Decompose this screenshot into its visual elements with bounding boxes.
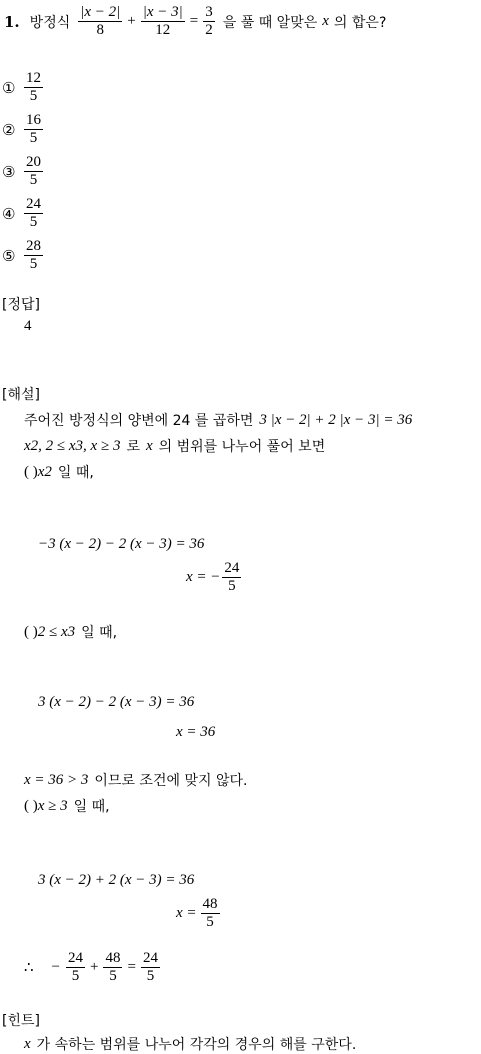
case-condition: 2 ≤ x3: [37, 623, 76, 640]
choice-mark: ①: [2, 78, 16, 97]
question-fraction-1: [78, 4, 122, 39]
fraction-numerator: 48: [202, 896, 218, 912]
answer-value: 4: [24, 318, 32, 334]
hint-variable: x: [24, 1035, 31, 1052]
fraction-numerator: 24: [68, 950, 84, 966]
fraction-numerator: |x − 2|: [80, 4, 121, 20]
note-math: x = 36 > 3: [24, 771, 89, 788]
choice-item[interactable]: [2, 196, 45, 231]
choice-fraction: [24, 238, 43, 273]
choice-fraction: [24, 196, 43, 231]
choice-mark: ⑤: [2, 246, 16, 265]
solution-text: 로: [126, 439, 140, 455]
choice-fraction: [24, 112, 43, 147]
case-condition: x ≥ 3: [37, 797, 68, 814]
fraction-numerator: 24: [26, 196, 41, 212]
case-marker: ( ): [24, 623, 38, 640]
case-marker: ( ): [24, 463, 38, 480]
question-line: [4, 4, 386, 39]
fraction-numerator: |x − 3|: [142, 4, 183, 20]
fraction-numerator: 3: [205, 4, 213, 20]
choice-mark: ④: [2, 204, 16, 223]
case-2-equation: 3 (x − 2) − 2 (x − 3) = 36: [38, 694, 195, 710]
fraction-denominator: 5: [228, 578, 236, 594]
hint-label: [힌트]: [2, 1013, 40, 1029]
fraction-denominator: 5: [29, 172, 38, 188]
fraction-denominator: 5: [29, 256, 38, 272]
fraction-numerator: 24: [142, 950, 158, 966]
final-fraction-3: [141, 950, 160, 985]
solution-text: 주어진 방정식의 양변에 24 를 곱하면: [24, 413, 254, 429]
fraction-numerator: 48: [105, 950, 121, 966]
case-3-heading: [24, 796, 110, 816]
fraction-denominator: 2: [205, 22, 213, 38]
result-fraction: [222, 560, 241, 595]
case-marker: ( ): [24, 797, 38, 814]
fraction-denominator: 5: [206, 914, 214, 930]
fraction-numerator: 20: [26, 154, 41, 170]
solution-line-1: [24, 410, 412, 430]
case-3-equation: 3 (x − 2) + 2 (x − 3) = 36: [38, 872, 195, 888]
solution-text: 의 범위를 나누어 풀어 보면: [158, 439, 326, 455]
question-fraction-2: [141, 4, 185, 39]
case-2-result: x = 36: [176, 724, 216, 740]
solution-label: [해설]: [2, 387, 40, 403]
choice-item[interactable]: [2, 238, 45, 273]
case-text: 일 때,: [73, 799, 110, 815]
fraction-denominator: 12: [155, 22, 171, 38]
case-1-result: [186, 560, 243, 595]
fraction-numerator: 24: [224, 560, 240, 576]
range-conditions: x2, 2 ≤ x3, x ≥ 3: [24, 437, 121, 454]
fraction-numerator: 12: [26, 70, 41, 86]
solution-line-2: [24, 436, 325, 456]
fraction-denominator: 5: [29, 214, 38, 230]
fraction-denominator: 5: [71, 968, 80, 984]
solution-equation: 3 |x − 2| + 2 |x − 3| = 36: [259, 411, 413, 428]
question-suffix: 을 풀 때 알맞은: [222, 14, 318, 31]
case-2-heading: [24, 622, 117, 642]
final-fraction-1: [66, 950, 85, 985]
result-fraction: [201, 896, 220, 931]
equals-sign: =: [127, 959, 136, 975]
question-number: 1.: [4, 12, 20, 31]
fraction-denominator: 5: [29, 130, 38, 146]
case-3-result: [176, 896, 222, 931]
question-prefix: 방정식: [29, 14, 71, 31]
case-1-heading: [24, 462, 94, 482]
result-lhs: x = −: [186, 569, 221, 585]
question-rhs-fraction: [203, 4, 215, 39]
choice-fraction: [24, 70, 43, 105]
fraction-numerator: 16: [26, 112, 41, 128]
fraction-numerator: 28: [26, 238, 41, 254]
variable: x: [145, 437, 153, 454]
choice-mark: ②: [2, 120, 16, 139]
case-2-note: [24, 770, 247, 790]
choice-mark: ③: [2, 162, 16, 181]
case-text: 일 때,: [57, 465, 94, 481]
choice-item[interactable]: [2, 112, 45, 147]
fraction-denominator: 8: [96, 22, 105, 38]
plus-sign: +: [127, 13, 136, 29]
case-text: 일 때,: [81, 625, 118, 641]
final-answer-line: [24, 950, 162, 985]
plus-sign: +: [90, 959, 99, 975]
hint-text: 가 속하는 범위를 나누어 각각의 경우의 해를 구한다.: [36, 1037, 357, 1053]
choice-item[interactable]: [2, 154, 45, 189]
fraction-denominator: 5: [146, 968, 155, 984]
choice-item[interactable]: [2, 70, 45, 105]
question-variable: x: [322, 13, 329, 29]
note-text: 이므로 조건에 맞지 않다.: [94, 773, 248, 789]
result-lhs: x =: [176, 905, 197, 921]
answer-label: [정답]: [2, 297, 40, 313]
case-1-equation: −3 (x − 2) − 2 (x − 3) = 36: [38, 536, 205, 552]
case-condition: x2: [37, 463, 52, 480]
minus-sign: −: [51, 959, 61, 975]
question-suffix-end: 의 합은?: [333, 14, 387, 31]
final-fraction-2: [103, 950, 122, 985]
fraction-denominator: 5: [109, 968, 117, 984]
equals-sign: =: [189, 13, 199, 29]
therefore-symbol: ∴: [24, 960, 34, 976]
hint-line: [24, 1034, 356, 1054]
choice-fraction: [24, 154, 43, 189]
fraction-denominator: 5: [29, 88, 38, 104]
